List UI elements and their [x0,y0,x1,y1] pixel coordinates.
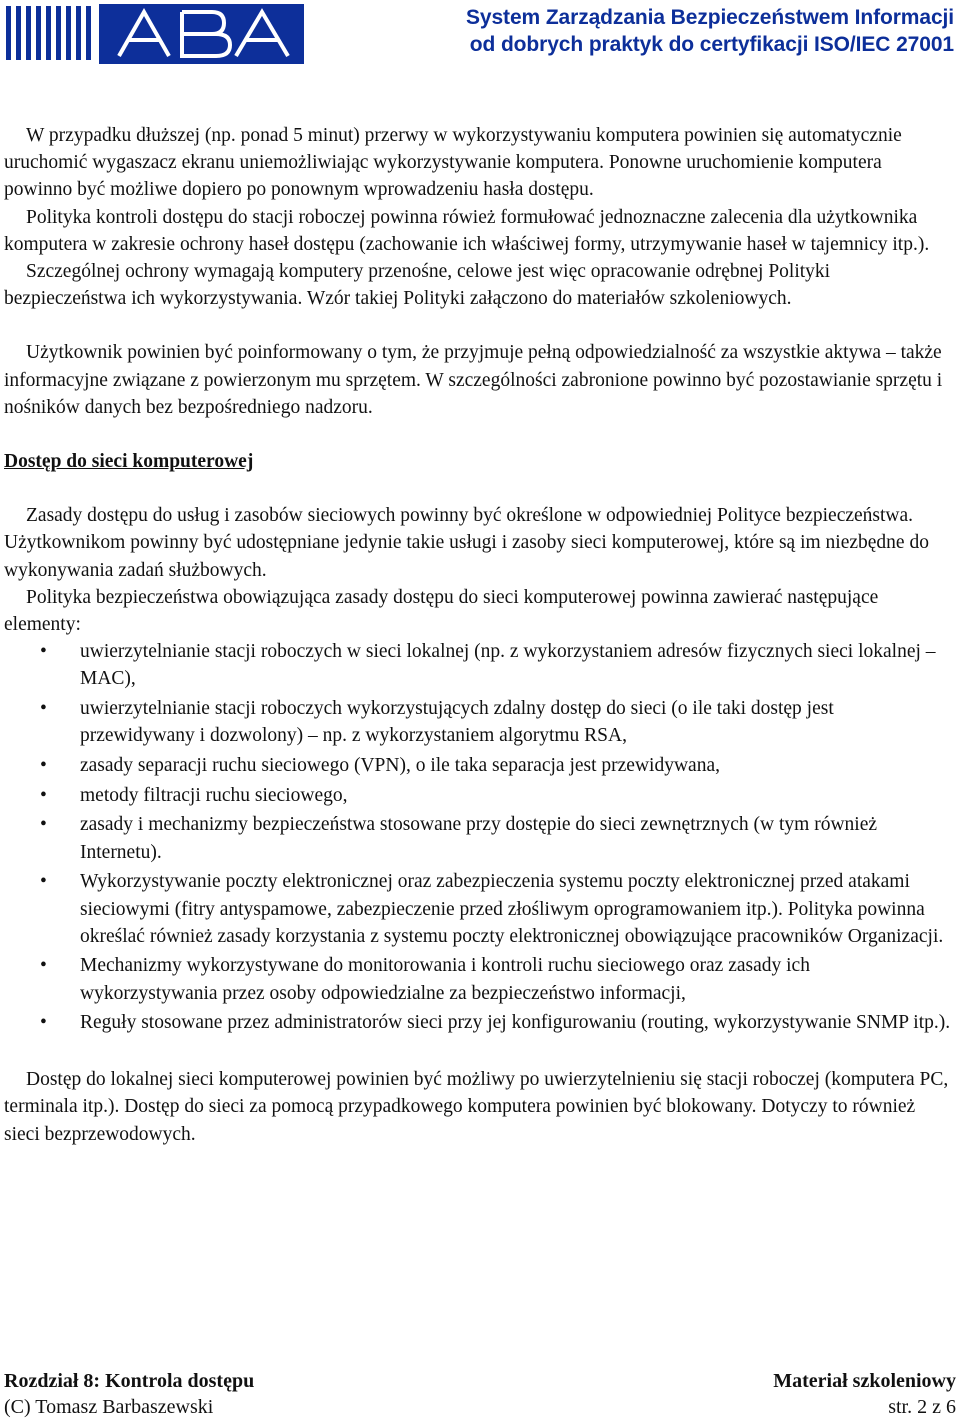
paragraph-policy-elements: Polityka bezpieczeństwa obowiązująca zasady dostępu do sieci komputerowej powinna zawierać następujące elementy: [4,586,879,636]
list-item [4,782,952,809]
document-body [4,122,952,1148]
bullet-icon: • [40,1012,47,1034]
footer-page-number: str. 2 z 6 [888,1396,956,1418]
header-title-line1: System Zarządzania Bezpieczeństwem Informacji [465,6,954,29]
spacer [4,475,952,502]
paragraph-user-responsibility: Użytkownik powinien być poinformowany o tym, że przyjmuje pełną odpowiedzialność za wszystkie aktywa – także informacyjne związane z powierzonym mu sprzętem. W szczególności zabronione powinno być pozostawianie sprzętu i nośników danych bez bezpośredniego nadzoru. [4,342,943,418]
footer-row-top [4,1368,956,1394]
list-item-text: metody filtracji ruchu sieciowego, [80,784,348,806]
list-item-text: zasady separacji ruchu sieciowego (VPN), o ile taka separacja jest przewidywana, [80,755,720,777]
bullet-icon: • [40,755,47,777]
list-item-text: Mechanizmy wykorzystywane do monitorowania i kontroli ruchu sieciowego oraz zasady ich wykorzystywania przez osoby odpowiedzialne za bezpieczeństwo informacji, [80,955,810,1004]
bullet-icon: • [40,955,47,977]
bullet-icon: • [40,871,47,893]
list-item [4,1009,952,1036]
paragraph-screensaver: W przypadku dłuższej (np. ponad 5 minut) przerwy w wykorzystywaniu komputera powinien się automatycznie uruchomić wygaszacz ekranu uniemożliwiając wykorzystywanie komputera. Ponowne uruchomienie komputera powinno być możliwe dopiero po ponownym wprowadzeniu hasła dostępu. [4,125,902,201]
bullet-icon: • [40,784,47,806]
list-item-text: zasady i mechanizmy bezpieczeństwa stosowane przy dostępie do sieci zewnętrznych (w tym również Internetu). [80,814,878,863]
list-item [4,811,952,865]
bullet-icon: • [40,814,47,836]
policy-elements-list [4,638,952,1036]
footer-chapter: Rozdział 8: Kontrola dostępu [4,1370,255,1392]
section-heading: Dostęp do sieci komputerowej [4,451,254,473]
paragraph-network-services: Zasady dostępu do usług i zasobów sieciowych powinny być określone w odpowiedniej Polityce bezpieczeństwa. Użytkownikom powinny być udostępniane jedynie takie usługi i zasoby sieci komputerowej, które są im niezbędne do wykonywania zadań służbowych. [4,505,929,581]
bullet-icon: • [40,641,47,663]
list-item-text: Wykorzystywanie poczty elektronicznej oraz zabezpieczenia systemu poczty elektronicznej przed atakami sieciowymi (fitry antyspamowe, zabezpieczenie przed złośliwym oprogramowaniem itp.). Polityka powinna określać również zasady korzystania z systemu poczty elektronicznej obowiązujące pracowników Organizacji. [80,871,944,947]
paragraph-lan-access: Dostęp do lokalnej sieci komputerowej powinien być możliwy po uwierzytelnieniu się stacji roboczej (komputera PC, terminala itp.). Dostęp do sieci za pomocą przypadkowego komputera powinien być blokowany. Dotyczy to również sieci bezprzewodowych. [4,1069,949,1145]
list-item [4,752,952,779]
list-item [4,952,952,1006]
list-item [4,868,952,950]
footer-row-bottom [4,1394,956,1420]
footer-author: (C) Tomasz Barbaszewski [4,1396,214,1418]
list-item [4,695,952,749]
header-title [466,4,954,58]
list-item-text: uwierzytelnianie stacji roboczych wykorzystujących zdalny dostęp do sieci (o ile taki dostęp jest przewidywany i dozwolony) – np. z wykorzystaniem algorytmu RSA, [80,698,834,747]
spacer [4,1039,952,1066]
paragraph-portable-computers: Szczególnej ochrony wymagają komputery przenośne, celowe jest więc opracowanie odrębnej Polityki bezpieczeństwa ich wykorzystywania. Wzór takiej Polityki załączono do materiałów szkoleniowych. [4,261,831,310]
spacer [4,312,952,339]
list-item-text: uwierzytelnianie stacji roboczych w sieci lokalnej (np. z wykorzystaniem adresów fizycznych sieci lokalnej – MAC), [80,641,936,690]
page-footer [4,1368,956,1420]
spacer [4,421,952,448]
paragraph-access-policy: Polityka kontroli dostępu do stacji roboczej powinna rówież formułować jednoznaczne zalecenia dla użytkownika komputera w zakresie ochrony haseł dostępu (zachowanie ich właściwej formy, utrzymywanie haseł w tajemnicy itp.). [4,206,930,255]
bullet-icon: • [40,698,47,720]
footer-material: Materiał szkoleniowy [773,1370,956,1392]
list-item [4,638,952,692]
page-header [0,0,960,68]
header-title-line2: od dobrych praktyk do certyfikacji ISO/IEC 27001 [469,33,954,56]
list-item-text: Reguły stosowane przez administratorów sieci przy jej konfigurowaniu (routing, wykorzystywanie SNMP itp.). [80,1012,951,1034]
aba-logo [4,2,304,69]
